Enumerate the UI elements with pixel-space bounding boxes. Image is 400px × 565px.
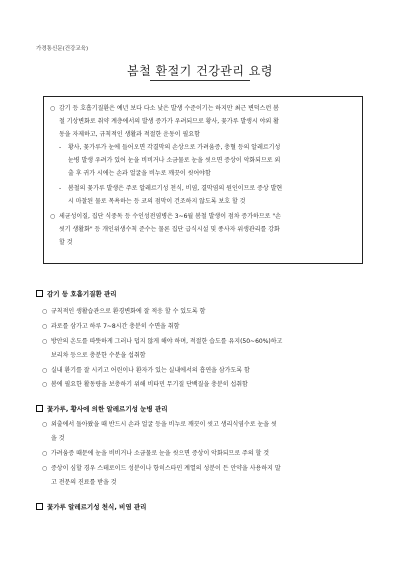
section-heading-eye-allergy: [36, 404, 168, 413]
section1-item-1-text: 규칙적인 생활습관으로 환경변화에 잘 적응 할 수 있도록 함: [51, 308, 206, 315]
section-heading-asthma-rhinitis: [36, 502, 146, 511]
summary-bullet-2-line-3: 할 것: [59, 239, 73, 246]
section1-item-2-text: 과로를 삼가고 하루 7~8시간 충분히 수면을 취함: [51, 323, 180, 330]
section2-item-1-text: 외출에서 돌아왔을 때 반드시 손과 얼굴 등을 비누로 깨끗이 씻고 생리식염수로 눈을 씻: [51, 421, 277, 428]
title-underline: [150, 80, 250, 81]
summary-bullet-1: [50, 105, 279, 113]
summary-bullet-1-line-2: 철 기상변화로 취약 계층에서의 발생 증가가 우려되므로 황사, 꽃가루 발생시 야외 활: [59, 118, 279, 125]
section1-item-5: [42, 381, 248, 389]
section2-item-2-text: 가려움증 때문에 눈을 비비거나 소금물로 눈을 씻으면 증상이 악화되므로 주의 할 것: [51, 450, 270, 457]
section-heading-text: 꽃가루, 황사에 의한 알레르기성 눈병 관리: [47, 405, 168, 413]
circle-bullet-icon: ○: [42, 421, 48, 428]
section-heading-text: 꽃가루 알레르기성 천식, 비염 관리: [47, 503, 147, 511]
circle-bullet-icon: ○: [42, 338, 48, 345]
circle-bullet-icon: ○: [42, 465, 48, 472]
page-title: 봄철 환절기 건강관리 요령: [127, 64, 273, 78]
section1-item-4-text: 실내 환기를 잘 시키고 어린이나 환자가 있는 실내에서의 흡연을 삼가도록 함: [51, 367, 250, 374]
section2-item-2: [42, 450, 269, 458]
section-heading-text: 감기 등 호흡기질환 관리: [47, 290, 117, 298]
section1-item-1: [42, 308, 205, 316]
summary-dash-2-line-1: 봄철의 꽃가루 발생은 주로 알레르기성 천식, 비염, 결막염의 원인이므로 증상 발현: [68, 185, 283, 192]
summary-dash-1-line-2: 눈병 발생 우려가 있어 눈을 비비거나 소금물로 눈을 씻으면 증상이 악화되므로 외: [68, 157, 281, 164]
circle-bullet-icon: ○: [42, 367, 48, 374]
circle-bullet-icon: ○: [42, 308, 48, 315]
summary-bullet-2-line-1: 세균성이질, 집단 식중독 등 수인성전염병은 3~6월 봄철 발생이 점차 증가하므로 "손: [59, 213, 281, 220]
section2-item-3: [42, 465, 281, 473]
summary-bullet-2-line-2: 씻기 생활화" 등 개인위생수칙 준수는 물론 집단 급식시설 및 종사자 위생관리를 강화: [59, 226, 280, 233]
summary-dash-2: [59, 185, 282, 193]
dash-bullet-icon: -: [59, 185, 62, 192]
section1-item-3: [42, 338, 282, 346]
section2-item-3-text: 증상이 심할 경우 스테로이드 성분이나 항히스타민 계열의 성분이 든 안약을 사용하지 말: [51, 465, 281, 472]
section1-item-5-text: 봄에 필요한 활동량을 보충하기 위해 비타민 무기질 단백질을 충분히 섭취함: [51, 381, 248, 388]
summary-dash-2-line-2: 시 마찰된 물로 목욕하는 등 코의 점막이 건조하지 않도록 보호 할 것: [68, 198, 246, 205]
section2-item-1: [42, 421, 277, 429]
section2-item-3-cont: 고 전문의 진료를 받을 것: [51, 479, 117, 486]
circle-bullet-icon: ○: [42, 323, 48, 330]
summary-dash-1-line-3: 출 후 귀가 시에는 손과 얼굴을 비누로 깨끗이 씻어야함: [68, 170, 211, 177]
dash-bullet-icon: -: [59, 144, 62, 151]
section1-item-2: [42, 323, 179, 331]
summary-dash-1: [59, 144, 280, 152]
square-bullet-icon: [36, 405, 43, 412]
header-note: 가경통신문(건강교육): [36, 46, 89, 52]
summary-bullet-1-line-3: 동을 자제하고, 규칙적인 생활과 적절한 운동이 필요함: [59, 131, 200, 138]
circle-bullet-icon: ○: [42, 381, 48, 388]
section2-item-1-cont: 을 것: [51, 435, 65, 442]
section1-item-3-cont: 보리차 등으로 충분한 수분을 섭취함: [51, 352, 146, 359]
summary-bullet-2: [50, 213, 281, 221]
square-bullet-icon: [36, 503, 43, 510]
section1-item-3-text: 방안의 온도를 따뜻하게 그러나 덥지 않게 해야 하며, 적절한 습도를 유지(50~60%)하고: [51, 338, 283, 345]
circle-bullet-icon: ○: [42, 450, 48, 457]
circle-bullet-icon: ○: [50, 105, 56, 112]
section-heading-respiratory: [36, 289, 117, 298]
square-bullet-icon: [36, 290, 43, 297]
summary-box: [43, 96, 363, 264]
circle-bullet-icon: ○: [50, 213, 56, 220]
summary-bullet-1-line-1: 감기 등 호흡기질환은 예년 보다 다소 낮은 발생 수준이기는 하지만 최근 변덕스런 봄: [59, 105, 279, 112]
summary-dash-1-line-1: 황사, 꽃가루가 눈에 들어오면 각결막의 손상으로 가려움증, 충혈 등의 알레르기성: [68, 144, 281, 151]
section1-item-4: [42, 367, 250, 375]
